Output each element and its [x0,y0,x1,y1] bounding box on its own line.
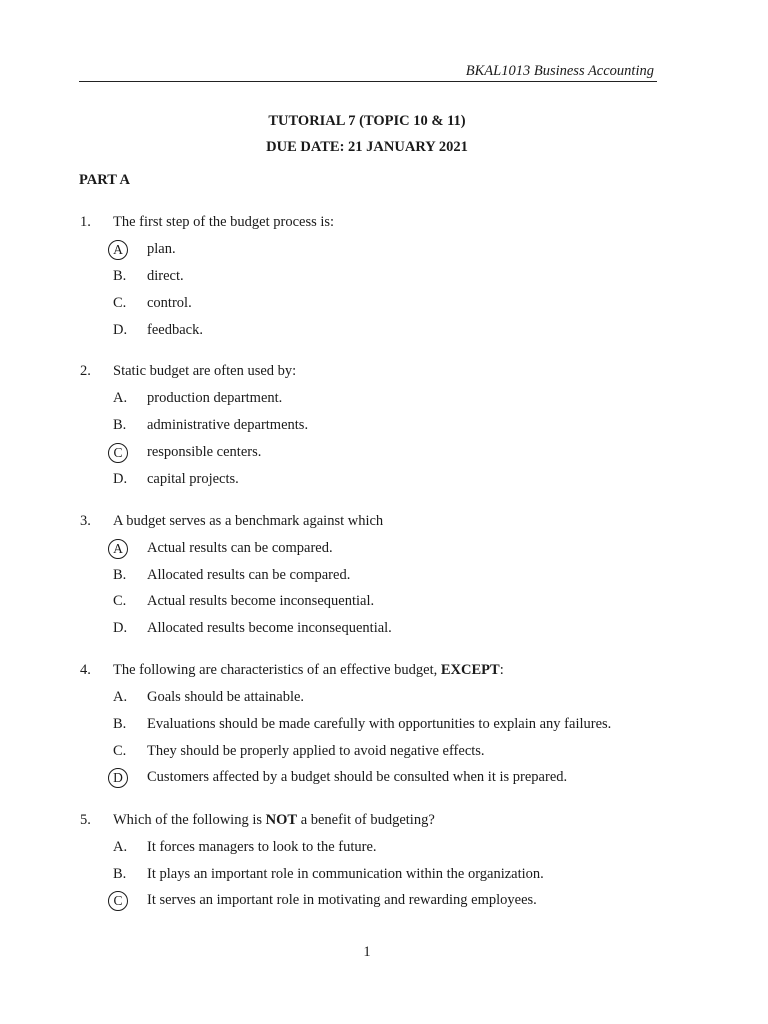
option-text: Evaluations should be made carefully with opportunities to explain any failures. [147,716,612,732]
option-label: C. [113,295,127,311]
question-text [113,812,435,829]
option-text: It plays an important role in communication within the organization. [147,866,544,882]
question-number: 4. [80,662,91,678]
option-text: control. [147,295,192,311]
option-text: It serves an important role in motivating and rewarding employees. [147,892,537,908]
option-label: D. [113,471,128,487]
option-label: C. [113,593,127,609]
option-label: B. [113,567,127,583]
option-text: feedback. [147,322,203,338]
question-text: A budget serves as a benchmark against which [113,513,384,529]
option-text: It forces managers to look to the future. [147,839,377,855]
option-label: B. [113,716,127,732]
option-label: B. [113,866,127,882]
option-label: D. [113,322,128,338]
option-label: B. [113,417,127,433]
option-text: plan. [147,241,176,257]
option-label: A. [113,689,128,705]
circled-answer-marker: A [108,539,128,559]
option-label: A. [113,390,128,406]
question-text [113,662,504,679]
option-text: Allocated results can be compared. [147,567,351,583]
option-text: direct. [147,268,184,284]
circled-answer-marker: C [108,443,128,463]
option-text: capital projects. [147,471,239,487]
option-text: administrative departments. [147,417,309,433]
question-number: 1. [80,214,91,230]
circled-answer-marker: D [108,768,128,788]
page-number: 1 [363,944,371,960]
tutorial-title: TUTORIAL 7 (TOPIC 10 & 11) [268,113,466,129]
option-text: Actual results can be compared. [147,540,333,556]
course-header: BKAL1013 Business Accounting [465,63,654,79]
header-rule [79,81,657,82]
option-text: They should be properly applied to avoid negative effects. [147,743,485,759]
question-text-part: : [499,662,504,678]
circled-answer-marker: A [108,240,128,260]
question-number: 3. [80,513,91,529]
option-label: C. [113,743,127,759]
option-label: A. [113,839,128,855]
question-text-part: The following are characteristics of an effective budget, [113,662,441,678]
question-text: The first step of the budget process is: [113,214,335,230]
option-label: B. [113,268,127,284]
option-text: Customers affected by a budget should be consulted when it is prepared. [147,769,568,785]
option-text: Actual results become inconsequential. [147,593,375,609]
due-date: DUE DATE: 21 JANUARY 2021 [266,139,468,155]
emphasis-not: NOT [265,812,298,828]
question-number: 5. [80,812,91,828]
circled-answer-marker: C [108,891,128,911]
option-label: D. [113,620,128,636]
question-text-part: a benefit of budgeting? [297,812,435,828]
question-text-part: Which of the following is [113,812,266,828]
option-text: Allocated results become inconsequential. [147,620,392,636]
question-text: Static budget are often used by: [113,363,297,379]
option-text: production department. [147,390,283,406]
option-text: Goals should be attainable. [147,689,305,705]
part-heading: PART A [79,172,130,188]
emphasis-except: EXCEPT [440,662,500,678]
question-number: 2. [80,363,91,379]
option-text: responsible centers. [147,444,262,460]
